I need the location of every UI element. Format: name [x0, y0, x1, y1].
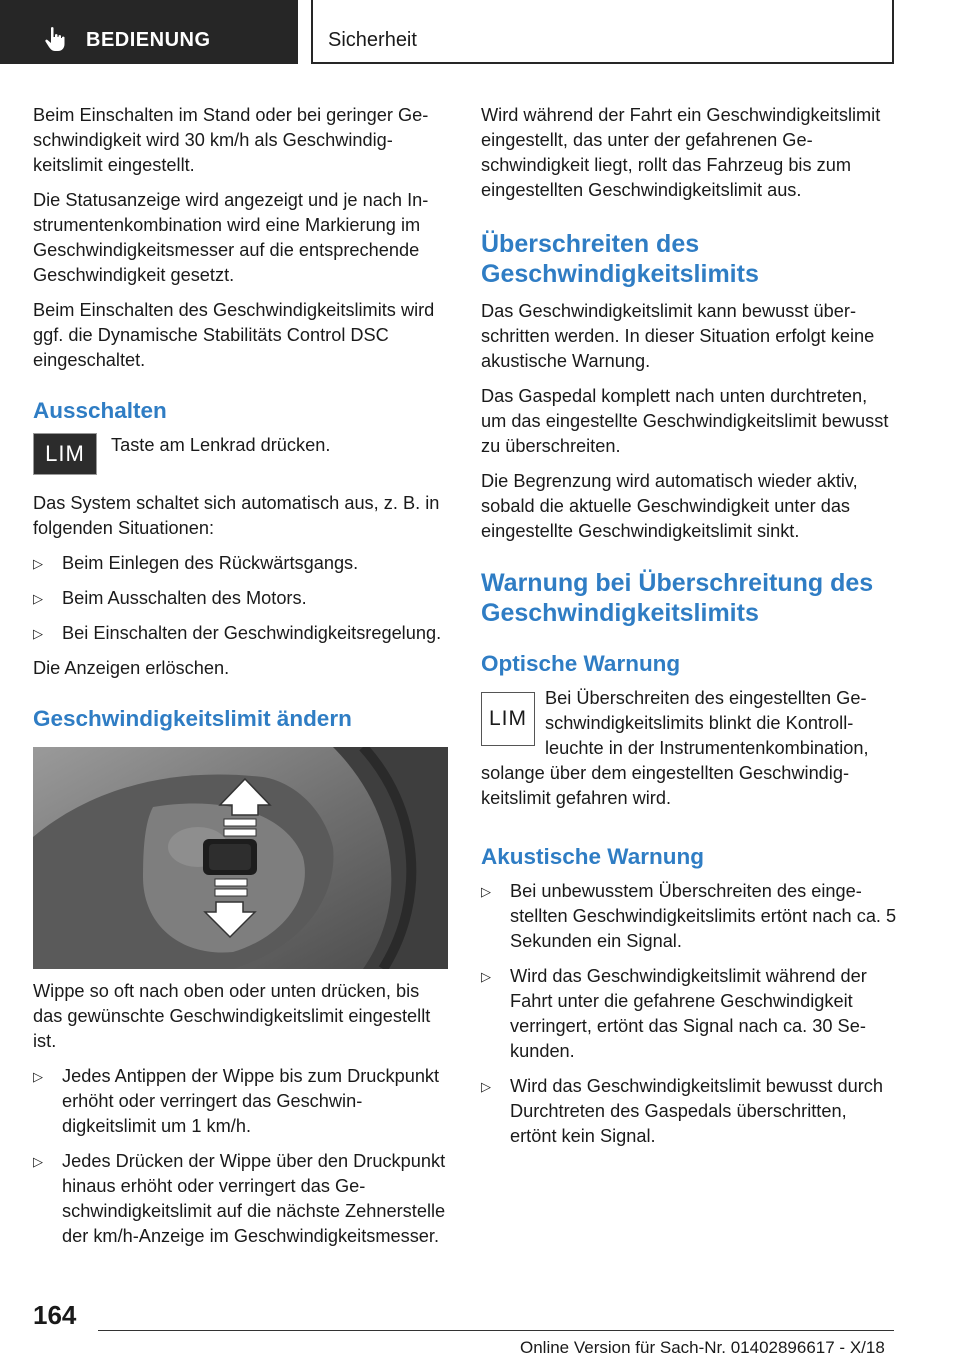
right-column — [481, 103, 897, 1159]
paragraph: Die Anzeigen erlöschen. — [33, 658, 230, 678]
paragraph: Das System schaltet sich automatisch aus, z. B. in folgenden Situationen: — [33, 493, 440, 538]
list-item: ▷ Beim Ausschalten des Motors. — [33, 586, 448, 611]
bullet-list — [481, 879, 897, 1149]
paragraph: Wippe so oft nach oben oder unten drücken, bis das gewünschte Geschwindigkeitslimit eingestellt ist. — [33, 981, 431, 1051]
lim-indicator-icon: LIM — [481, 692, 535, 746]
heading-limit-aendern: Geschwindigkeitslimit ändern — [33, 706, 352, 731]
footer-text: Online Version für Sach-Nr. 01402896617 - X/18 — [520, 1338, 885, 1357]
paragraph: Wird während der Fahrt ein Geschwindigkeitslimit eingestellt, das unter der gefahrenen Geschwindigkeit liegt, rollt das Fahrzeug bis zum eingestellten Geschwindigkeitslimit aus. — [481, 105, 881, 200]
bullet-triangle-icon: ▷ — [481, 969, 491, 984]
bullet-list — [33, 551, 448, 646]
section-tab-label: BEDIENUNG — [86, 29, 211, 51]
bullet-triangle-icon: ▷ — [33, 1069, 43, 1084]
bullet-triangle-icon: ▷ — [33, 556, 43, 571]
paragraph: Beim Einschalten des Geschwindigkeitslimits wird ggf. die Dynamische Stabilitäts Control DSC eingeschaltet. — [33, 300, 435, 370]
list-item: ▷ Wird das Geschwindigkeitslimit während der Fahrt unter die gefahrene Geschwindigkeit verringert, ertönt das Signal nach ca. 30 Sekunden. — [481, 966, 867, 1061]
lim-button-row — [33, 433, 448, 475]
paragraph: Die Begrenzung wird automatisch wieder aktiv, sobald die aktuelle Geschwindigkeit unter das eingestellte Geschwindigkeitslimit sinkt. — [481, 471, 858, 541]
paragraph: Das Geschwindigkeitslimit kann bewusst überschritten werden. In dieser Situation erfolgt keine akustische Warnung. — [481, 301, 875, 371]
page-number: 164 — [33, 1300, 77, 1330]
left-column — [33, 103, 448, 1259]
chapter-tab-label: Sicherheit — [328, 29, 417, 51]
paragraph: Bei Überschreiten des eingestellten Geschwindigkeitslimits blinkt die Kontrollleuchte in der Instrumentenkombination, solange über dem eingestellten Geschwindigkeitslimit gefahren wird. — [481, 688, 869, 808]
list-item: ▷ Wird das Geschwindigkeitslimit bewusst durch Durchtreten des Gaspedals überschritten, ertönt kein Signal. — [481, 1076, 883, 1146]
paragraph: Die Statusanzeige wird angezeigt und je nach Instrumentenkombination wird eine Markierung im Geschwindigkeitsmesser auf die entsprechende Geschwindigkeit gesetzt. — [33, 190, 429, 285]
list-item: ▷ Jedes Antippen der Wippe bis zum Druckpunkt erhöht oder verringert das Geschwindigkeitslimit um 1 km/h. — [33, 1066, 440, 1136]
bullet-triangle-icon: ▷ — [33, 1154, 43, 1169]
paragraph: Das Gaspedal komplett nach unten durchtreten, um das eingestellte Geschwindigkeitslimit bewusst zu überschreiten. — [481, 386, 889, 456]
bullet-list — [33, 1064, 448, 1249]
lim-button-icon: LIM — [33, 433, 97, 475]
section-tab[interactable] — [0, 0, 298, 64]
heading-ausschalten: Ausschalten — [33, 398, 167, 423]
bullet-triangle-icon: ▷ — [33, 626, 43, 641]
paragraph: Beim Einschalten im Stand oder bei geringer Geschwindigkeit wird 30 km/h als Geschwindigkeitslimit eingestellt. — [33, 105, 429, 175]
heading-akustische-warnung: Akustische Warnung — [481, 844, 704, 869]
list-item: ▷ Jedes Drücken der Wippe über den Druckpunkt hinaus erhöht oder verringert das Geschwindigkeitslimit auf die nächste Zehnerstelle der km/h-Anzeige im Geschwindigkeitsmesser. — [33, 1151, 446, 1246]
bullet-triangle-icon: ▷ — [33, 591, 43, 606]
list-item: ▷ Bei unbewusstem Überschreiten des eingestellten Geschwindigkeitslimits ertönt nach ca. 5 Sekunden ein Signal. — [481, 881, 897, 951]
hand-pointer-icon — [44, 26, 68, 52]
steering-wheel-rocker-photo — [33, 747, 448, 969]
list-item: ▷ Bei Einschalten der Geschwindigkeitsregelung. — [33, 621, 448, 646]
list-item: ▷ Beim Einlegen des Rückwärtsgangs. — [33, 551, 448, 576]
heading-ueberschreiten: Überschreiten des Geschwindigkeitslimits — [481, 230, 759, 288]
heading-optische-warnung: Optische Warnung — [481, 651, 681, 676]
lim-button-text: Taste am Lenkrad drücken. — [111, 435, 331, 455]
bullet-triangle-icon: ▷ — [481, 1079, 491, 1094]
footer-divider — [98, 1330, 894, 1331]
heading-warnung: Warnung bei Überschreitung des Geschwindigkeitslimits — [481, 569, 874, 627]
chapter-tab[interactable] — [311, 0, 894, 64]
optische-warnung-block — [481, 686, 897, 821]
bullet-triangle-icon: ▷ — [481, 884, 491, 899]
